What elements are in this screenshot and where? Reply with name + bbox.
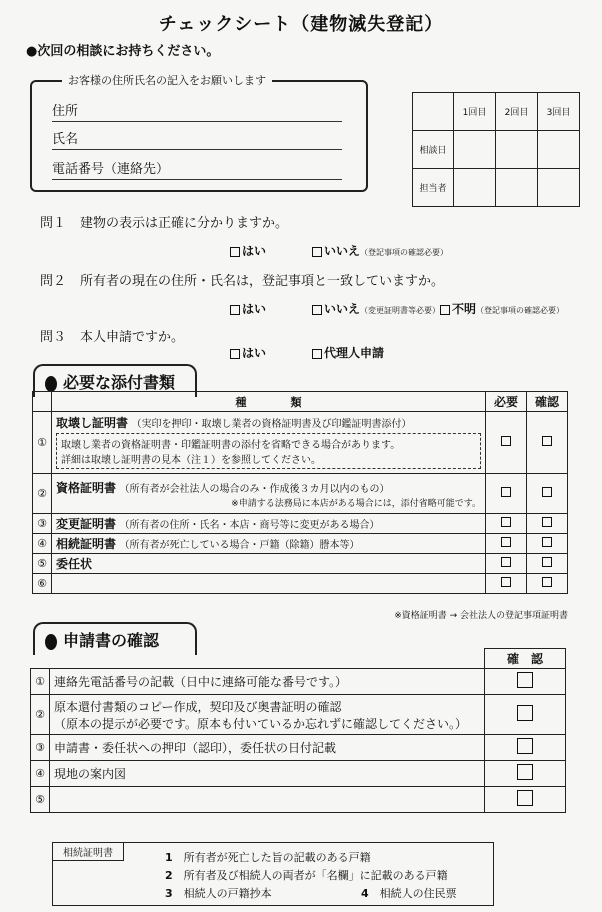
confirm-checkbox[interactable]: [485, 761, 566, 787]
confirm-checkbox[interactable]: [485, 787, 566, 813]
name-field[interactable]: 氏名: [52, 128, 342, 150]
docs-footnote: ※資格証明書 → 会社法人の登記事項証明書: [394, 611, 568, 621]
bullet-icon: [45, 376, 57, 392]
table-row: ② 資格証明書 （所有者が会社法人の場合のみ・作成後３カ月以内のもの） ※申請する法務局に本店がある場合には，添付省略可能です。: [33, 474, 568, 514]
docs-table: [32, 391, 568, 594]
visit-row-label: 相談日: [413, 131, 454, 169]
table-row: ① 連絡先電話番号の記載（日中に連絡可能な番号です。）: [31, 669, 566, 695]
legend-item: 4 相続人の住民票: [361, 887, 457, 900]
col-type: 種 類: [52, 392, 486, 412]
table-row: ① 取壊し証明書 （実印を押印・取壊し業者の資格証明書及び印鑑証明書添付） 取壊し業者の資格証明書・印鑑証明書の添付を省略できる場合があります。 詳細は取壊し証明書の見本（注１）を参照してください。: [33, 412, 568, 474]
visit-col: 2回目: [496, 93, 538, 131]
table-row: ④ 相続証明書 （所有者が死亡している場合・戸籍（除籍）謄本等）: [33, 534, 568, 554]
visit-table: [412, 92, 580, 207]
need-checkbox[interactable]: [486, 474, 527, 514]
col-check: 確 認: [485, 649, 566, 669]
table-row: ③ 変更証明書 （所有者の住所・氏名・本店・商号等に変更がある場合）: [33, 514, 568, 534]
inheritance-legend: [52, 842, 494, 906]
visit-cell[interactable]: [454, 131, 496, 169]
visit-cell[interactable]: [538, 169, 580, 207]
check-checkbox[interactable]: [527, 574, 568, 594]
page-title: チェックシート（建物滅失登記）: [158, 14, 444, 35]
visit-row-label: 担当者: [413, 169, 454, 207]
need-checkbox[interactable]: [486, 574, 527, 594]
visit-cell[interactable]: [454, 169, 496, 207]
visit-cell[interactable]: [496, 131, 538, 169]
visit-cell[interactable]: [496, 169, 538, 207]
q2-option-yes[interactable]: はい: [230, 300, 266, 317]
table-row: ⑤ 委任状: [33, 554, 568, 574]
q2-option-unknown[interactable]: 不明（登記事項の確認必要）: [440, 300, 564, 317]
q3-option-agent[interactable]: 代理人申請: [312, 344, 384, 361]
phone-field[interactable]: 電話番号（連絡先）: [52, 158, 342, 180]
col-check: 確認: [527, 392, 568, 412]
table-row: ② 原本還付書類のコピー作成，契印及び奥書証明の確認 （原本の提示が必要です。原本も付いているか忘れずに確認してください。）: [31, 695, 566, 735]
visit-cell[interactable]: [538, 131, 580, 169]
check-checkbox[interactable]: [527, 412, 568, 474]
question-1: 問１ 建物の表示は正確に分かりますか。: [40, 216, 289, 231]
app-heading: 申請書の確認: [33, 622, 197, 655]
q3-option-yes[interactable]: はい: [230, 344, 266, 361]
need-checkbox[interactable]: [486, 412, 527, 474]
need-checkbox[interactable]: [486, 514, 527, 534]
confirm-checkbox[interactable]: [485, 735, 566, 761]
table-row: ③ 申請書・委任状への押印（認印），委任状の日付記載: [31, 735, 566, 761]
legend-item: 2 所有者及び相続人の両者が「名欄」に記載のある戸籍: [165, 869, 448, 882]
visit-col: 1回目: [454, 93, 496, 131]
question-3: 問３ 本人申請ですか。: [40, 330, 185, 345]
q2-option-no[interactable]: いいえ（変更証明書等必要）: [312, 300, 440, 317]
legend-item: 1 所有者が死亡した旨の記載のある戸籍: [165, 851, 371, 864]
address-field[interactable]: 住所: [52, 100, 342, 122]
docs-heading: 必要な添付書類: [33, 364, 197, 397]
instruction: ●次回の相談にお持ちください。: [26, 44, 220, 59]
check-checkbox[interactable]: [527, 514, 568, 534]
confirm-checkbox[interactable]: [485, 695, 566, 735]
address-legend: お客様の住所氏名の記入をお願いします: [62, 72, 272, 88]
table-row: ⑤: [31, 787, 566, 813]
visit-col: 3回目: [538, 93, 580, 131]
q1-option-yes[interactable]: はい: [230, 242, 266, 259]
legend-item: 3 相続人の戸籍抄本: [165, 887, 272, 900]
need-checkbox[interactable]: [486, 554, 527, 574]
check-checkbox[interactable]: [527, 474, 568, 514]
q1-option-no[interactable]: いいえ（登記事項の確認必要）: [312, 242, 448, 259]
table-row: ⑥: [33, 574, 568, 594]
check-checkbox[interactable]: [527, 554, 568, 574]
question-2: 問２ 所有者の現在の住所・氏名は，登記事項と一致していますか。: [40, 274, 445, 289]
confirm-checkbox[interactable]: [485, 669, 566, 695]
check-checkbox[interactable]: [527, 534, 568, 554]
app-table: [30, 648, 566, 813]
need-checkbox[interactable]: [486, 534, 527, 554]
col-need: 必要: [486, 392, 527, 412]
legend-label: 相続証明書: [52, 842, 124, 861]
address-box: [30, 80, 368, 192]
table-row: ④ 現地の案内図: [31, 761, 566, 787]
